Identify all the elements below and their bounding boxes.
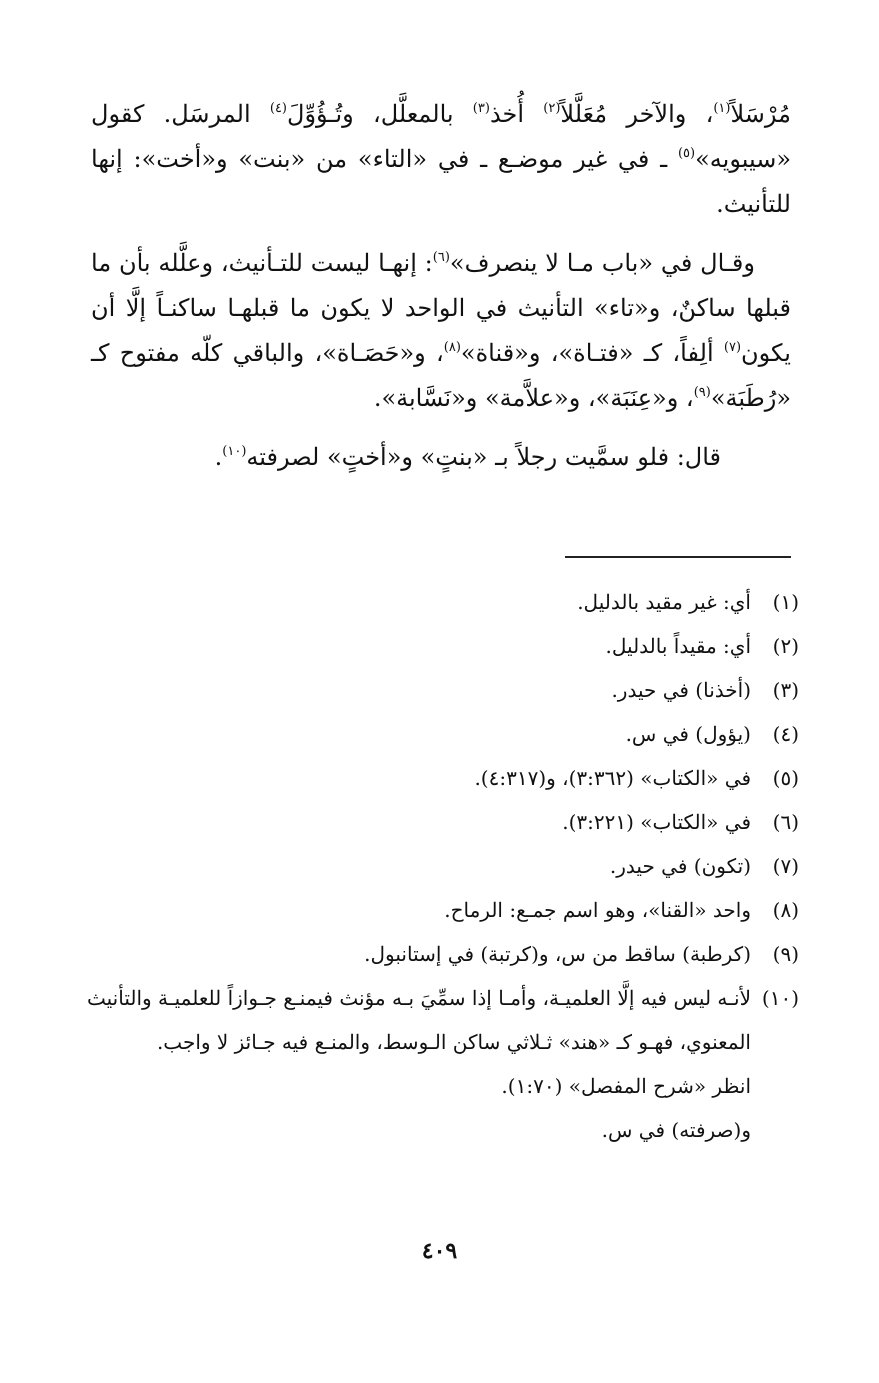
- footnote-text: [87, 932, 751, 976]
- footnote-text: [87, 844, 751, 888]
- text-segment: .: [214, 443, 223, 471]
- footnote-reference: (٣): [472, 101, 490, 116]
- text-segment: المرسَل. كقول «سيبويه»: [91, 100, 791, 173]
- footnote-text: [87, 976, 751, 1152]
- footnote: [87, 888, 799, 932]
- footnote-line: في «الكتاب» (٣:٢٢١).: [562, 810, 751, 834]
- footnote-text: [87, 624, 751, 668]
- footnote-number: (٧): [772, 854, 799, 878]
- footnote-reference: (٧): [723, 340, 742, 355]
- page-number: ٤٠٩: [421, 1238, 458, 1264]
- footnote: [87, 580, 799, 624]
- text-segment: ، و«عِنَبَة»، و«علاَّمة» و«نَسَّابة».: [373, 384, 694, 412]
- text-segment: : إنهـا ليست للتـأنيث، وعلَّله بأن ما قبلها ساكنٌ، و«تاء» التأنيث في الواحد لا يكون ما قبلهـا ساكنـاً إلَّا أن يكون: [91, 249, 791, 367]
- footnote-line: واحد «القنا»، وهو اسم جمـع: الرماح.: [444, 898, 751, 922]
- footnote-line: انظر «شرح المفصل» (١:٧٠).: [501, 1074, 751, 1098]
- footnote-number: (٦): [772, 810, 799, 834]
- footnote-number: (١): [772, 590, 799, 614]
- footnote-reference: (٤): [269, 101, 287, 116]
- footnote-line: (أخذنا) في حيدر.: [611, 678, 751, 702]
- footnote: [87, 800, 799, 844]
- footnote: [87, 624, 799, 668]
- text-segment: بالمعلَّل، وتُـؤُوِّلَ: [287, 100, 473, 128]
- footnote-number: (٤): [772, 722, 799, 746]
- footnote-line: (كرطبة) ساقط من س، و(كرتبة) في إستانبول.: [364, 942, 751, 966]
- footnote-reference: (٦): [432, 250, 450, 265]
- text-segment: مُرْسَلاً: [730, 100, 791, 128]
- footnote: [87, 668, 799, 712]
- footnote-line: أي: غير مقيد بالدليل.: [577, 590, 751, 614]
- text-segment: قال: فلو سمَّيت رجلاً بـ «بنتٍ» و«أختٍ» لصرفته: [246, 443, 721, 471]
- footnote-line: (يؤول) في س.: [625, 722, 751, 746]
- footnote-text: [87, 580, 751, 624]
- footnote-reference: (١٠): [222, 444, 247, 459]
- footnote-number: (٨): [772, 898, 799, 922]
- footnote: [87, 976, 799, 1152]
- paragraph: [91, 241, 791, 421]
- paragraph: [91, 435, 791, 480]
- footnote-number: (٥): [772, 766, 799, 790]
- footnote-text: [87, 800, 751, 844]
- footnote-reference: (٢): [543, 101, 561, 116]
- footnote-number: (٢): [772, 634, 799, 658]
- footnote-number: (١٠): [761, 986, 799, 1010]
- footnote-reference: (٨): [443, 340, 461, 355]
- footnotes: [87, 580, 799, 1152]
- footnote-number: (٩): [772, 942, 799, 966]
- text-segment: ـ في غير موضـع ـ في «التاء» من «بنت» و«أخت»: إنها للتأنيث.: [91, 145, 791, 218]
- footnote-reference: (٩): [693, 385, 711, 400]
- footnote-line: (تكون) في حيدر.: [609, 854, 751, 878]
- text-segment: ألِفاً، كـ «فتـاة»، و«قناة»: [460, 339, 724, 367]
- footnote-separator: [565, 556, 791, 558]
- footnote: [87, 844, 799, 888]
- footnote-reference: (٥): [677, 146, 696, 161]
- text-segment: ، والآخر مُعَلَّلاً: [560, 100, 714, 128]
- footnote-number: (٣): [772, 678, 799, 702]
- footnote: [87, 932, 799, 976]
- text-segment: وقـال في «باب مـا لا ينصرف»: [449, 249, 755, 277]
- footnote-text: [87, 756, 751, 800]
- footnote-line: و(صرفته) في س.: [601, 1118, 751, 1142]
- text-segment: أُخذ: [489, 100, 544, 128]
- footnote-line: أي: مقيداً بالدليل.: [605, 634, 751, 658]
- footnote-line: في «الكتاب» (٣:٣٦٢)، و(٤:٣١٧).: [474, 766, 751, 790]
- footnote-text: [87, 888, 751, 932]
- footnote-text: [87, 712, 751, 756]
- footnote-text: [87, 668, 751, 712]
- footnote: [87, 756, 799, 800]
- footnote: [87, 712, 799, 756]
- footnote-line: لأنـه ليس فيه إلَّا العلميـة، وأمـا إذا سمِّيَ بـه مؤنث فيمنـع جـوازاً للعلميـة والتأنيث المعنوي، فهـو كـ «هند» ثـلاثي ساكن الـوسط، والمنـع فيه جـائز لا واجب.: [87, 986, 751, 1054]
- main-text: [91, 92, 791, 494]
- paragraph: [91, 92, 791, 227]
- text-segment: ، و«حَصَـاة»، والباقي كلّه مفتوح كـ «رُطَبَة»: [91, 339, 791, 412]
- footnote-reference: (١): [713, 101, 731, 116]
